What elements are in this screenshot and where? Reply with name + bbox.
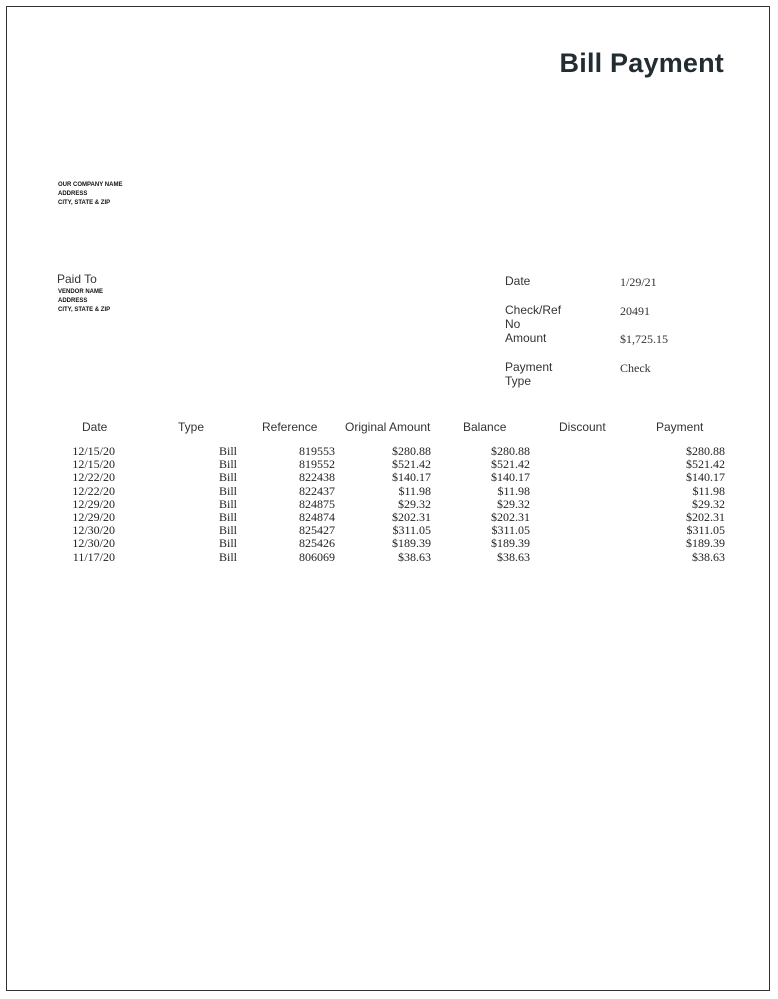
cell-date: 11/17/20 bbox=[72, 549, 115, 564]
meta-value: 20491 bbox=[620, 303, 650, 318]
table-row bbox=[7, 511, 771, 524]
table-row bbox=[7, 445, 771, 458]
company-address: ADDRESS bbox=[58, 191, 88, 197]
cell-pay: $189.39 bbox=[686, 536, 725, 551]
cell-type: Bill bbox=[218, 444, 237, 458]
cell-bal: $202.31 bbox=[491, 509, 530, 524]
cell-date: 12/30/20 bbox=[72, 523, 115, 538]
cell-pay: $29.32 bbox=[692, 496, 725, 511]
table-row bbox=[7, 524, 771, 537]
table-row bbox=[7, 551, 771, 564]
cell-ref: 822437 bbox=[299, 483, 335, 498]
cell-type: Bill bbox=[218, 549, 237, 564]
cell-type: Bill bbox=[218, 483, 237, 498]
cell-orig: $38.63 bbox=[398, 549, 431, 564]
meta-label: Date bbox=[505, 274, 531, 288]
column-header-payment: Payment bbox=[656, 420, 704, 434]
vendor-address: ADDRESS bbox=[58, 298, 88, 304]
cell-pay: $11.98 bbox=[692, 483, 725, 498]
cell-orig: $521.42 bbox=[392, 457, 431, 472]
table-row bbox=[7, 458, 771, 471]
cell-type: Bill bbox=[218, 470, 237, 485]
company-city: CITY, STATE & ZIP bbox=[58, 200, 111, 206]
paid-to-label: Paid To bbox=[57, 272, 97, 286]
cell-date: 12/22/20 bbox=[72, 483, 115, 498]
cell-ref: 822438 bbox=[299, 470, 335, 485]
cell-type: Bill bbox=[218, 509, 237, 524]
cell-type: Bill bbox=[218, 523, 237, 538]
column-header-date: Date bbox=[82, 420, 108, 434]
cell-ref: 819552 bbox=[299, 457, 335, 472]
meta-label: Payment Type bbox=[505, 359, 553, 388]
cell-orig: $280.88 bbox=[392, 444, 431, 458]
cell-bal: $38.63 bbox=[497, 549, 530, 564]
document-page bbox=[6, 6, 770, 991]
cell-bal: $311.05 bbox=[491, 523, 530, 538]
cell-pay: $311.05 bbox=[686, 523, 725, 538]
meta-label: Amount bbox=[505, 331, 547, 345]
company-name: OUR COMPANY NAME bbox=[58, 182, 123, 188]
cell-date: 12/15/20 bbox=[72, 457, 115, 472]
cell-orig: $189.39 bbox=[392, 536, 431, 551]
cell-orig: $311.05 bbox=[392, 523, 431, 538]
cell-type: Bill bbox=[218, 457, 237, 472]
cell-date: 12/15/20 bbox=[72, 444, 115, 458]
cell-ref: 824875 bbox=[299, 496, 335, 511]
cell-bal: $140.17 bbox=[491, 470, 530, 485]
cell-bal: $280.88 bbox=[491, 444, 530, 458]
cell-bal: $29.32 bbox=[497, 496, 530, 511]
cell-ref: 825426 bbox=[299, 536, 335, 551]
column-header-discount: Discount bbox=[559, 420, 606, 434]
cell-pay: $280.88 bbox=[686, 444, 725, 458]
table-row bbox=[7, 498, 771, 511]
column-header-original-amount: Original Amount bbox=[345, 420, 431, 434]
meta-value: 1/29/21 bbox=[620, 275, 657, 289]
table-row bbox=[7, 537, 771, 550]
table-row bbox=[7, 485, 771, 498]
cell-orig: $29.32 bbox=[398, 496, 431, 511]
table-row bbox=[7, 471, 771, 484]
vendor-name: VENDOR NAME bbox=[58, 289, 104, 295]
column-header-type: Type bbox=[178, 420, 205, 434]
vendor-block bbox=[58, 288, 110, 315]
cell-date: 12/22/20 bbox=[72, 470, 115, 485]
meta-value: $1,725.15 bbox=[620, 332, 668, 346]
meta-label: Check/Ref No bbox=[505, 302, 562, 331]
cell-date: 12/29/20 bbox=[72, 496, 115, 511]
cell-ref: 806069 bbox=[299, 549, 335, 564]
cell-orig: $11.98 bbox=[398, 483, 431, 498]
cell-orig: $140.17 bbox=[392, 470, 431, 485]
bill-table-rows bbox=[7, 445, 771, 564]
cell-orig: $202.31 bbox=[392, 509, 431, 524]
cell-bal: $11.98 bbox=[497, 483, 530, 498]
vendor-city: CITY, STATE & ZIP bbox=[58, 307, 111, 313]
cell-pay: $38.63 bbox=[692, 549, 725, 564]
cell-ref: 825427 bbox=[299, 523, 335, 538]
meta-value: Check bbox=[620, 360, 651, 375]
cell-type: Bill bbox=[218, 536, 237, 551]
cell-date: 12/30/20 bbox=[72, 536, 115, 551]
column-header-balance: Balance bbox=[463, 420, 507, 434]
cell-pay: $140.17 bbox=[686, 470, 725, 485]
document-title: Bill Payment bbox=[559, 48, 724, 78]
cell-bal: $521.42 bbox=[491, 457, 530, 472]
cell-ref: 819553 bbox=[299, 444, 335, 458]
cell-type: Bill bbox=[218, 496, 237, 511]
cell-pay: $202.31 bbox=[686, 509, 725, 524]
cell-ref: 824874 bbox=[299, 509, 335, 524]
column-header-reference: Reference bbox=[262, 420, 318, 434]
cell-date: 12/29/20 bbox=[72, 509, 115, 524]
cell-pay: $521.42 bbox=[686, 457, 725, 472]
company-block bbox=[58, 181, 122, 208]
cell-bal: $189.39 bbox=[491, 536, 530, 551]
